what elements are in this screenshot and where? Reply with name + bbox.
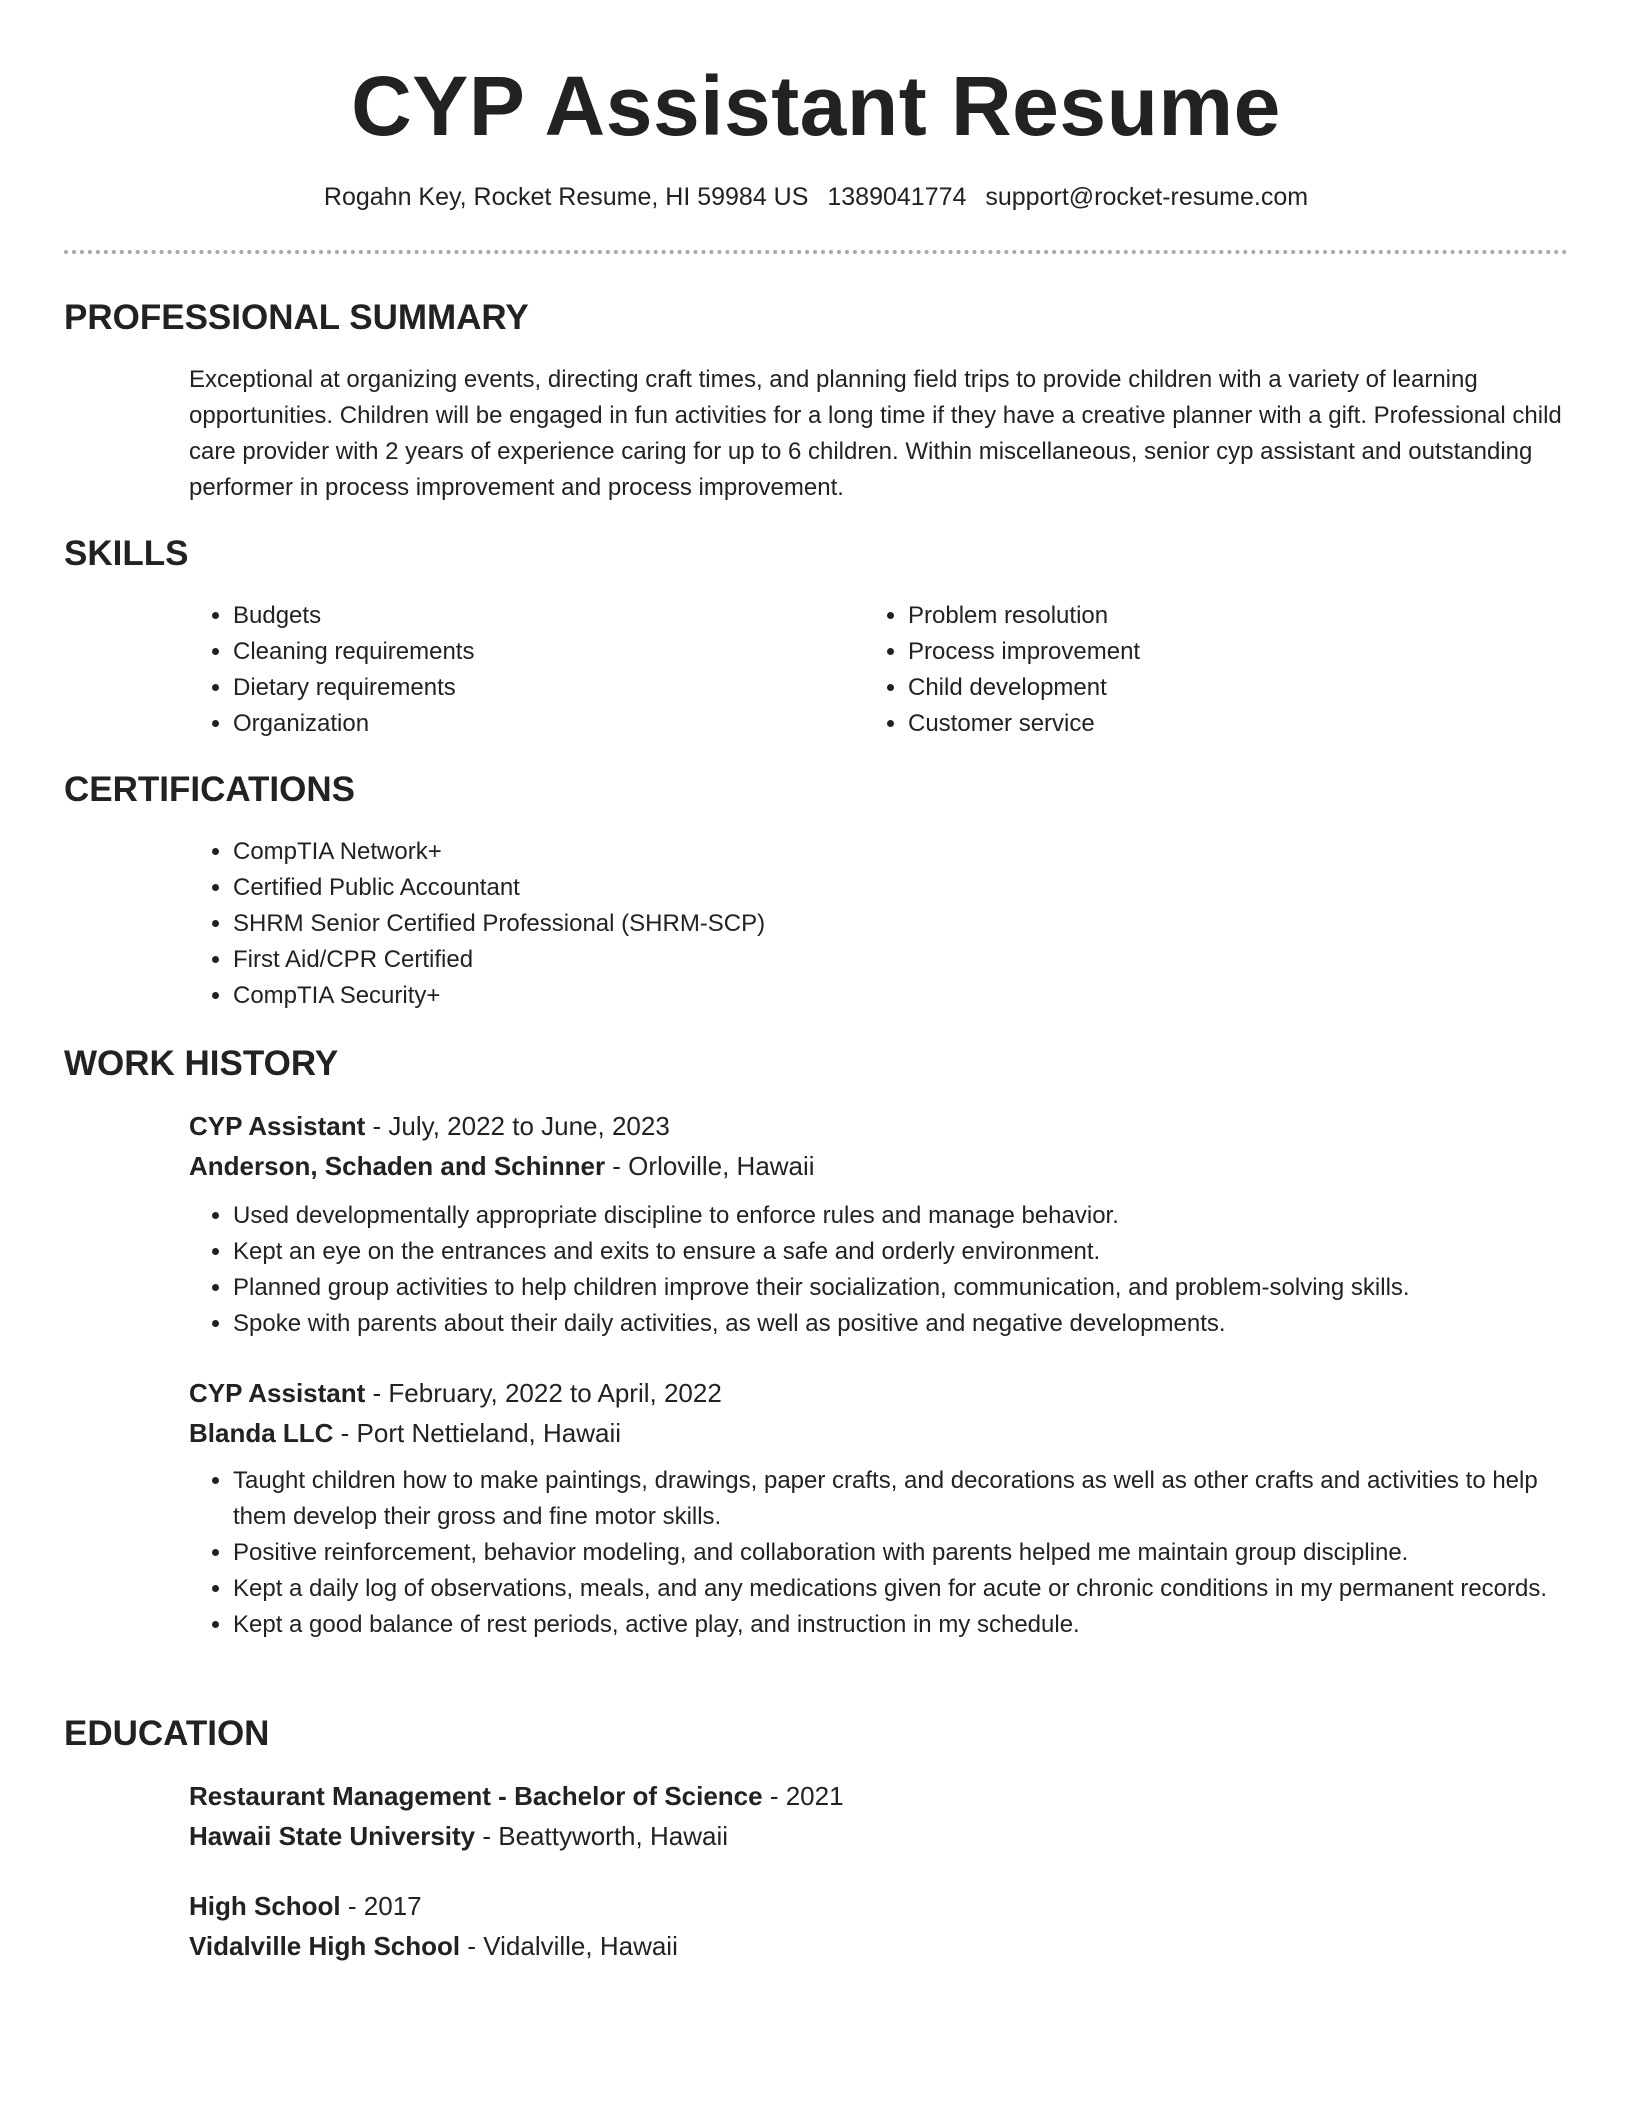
- education-heading: EDUCATION: [64, 1714, 270, 1753]
- education-degree: High School: [189, 1891, 341, 1921]
- list-item: • Dietary requirements: [233, 670, 829, 706]
- job-title-line: [189, 1373, 1569, 1413]
- job-dates: - February, 2022 to April, 2022: [365, 1378, 722, 1408]
- list-item: • First Aid/CPR Certified: [233, 942, 1569, 978]
- education-year: - 2017: [340, 1891, 422, 1921]
- education-entry: [189, 1886, 1569, 1966]
- list-item: • Cleaning requirements: [233, 634, 829, 670]
- education-degree-line: [189, 1776, 1569, 1816]
- skills-heading: SKILLS: [64, 534, 189, 573]
- job-company-line: [189, 1413, 1569, 1453]
- list-item: • Planned group activities to help children improve their socialization, communication, and problem-solving skills.: [233, 1270, 1569, 1306]
- list-item: • Kept a daily log of observations, meals, and any medications given for acute or chronic conditions in my permanent records.: [233, 1571, 1569, 1607]
- job-bullets: [189, 1463, 1569, 1643]
- skills-left-list: [189, 598, 829, 742]
- list-item: • Budgets: [233, 598, 829, 634]
- skills-right-column: [864, 598, 1504, 742]
- job-title: CYP Assistant: [189, 1111, 366, 1141]
- education-year: - 2021: [762, 1781, 844, 1811]
- contact-email: support@rocket-resume.com: [985, 183, 1309, 211]
- contact-address: Rogahn Key, Rocket Resume, HI 59984 US: [323, 183, 809, 211]
- education-school: Vidalville High School: [189, 1931, 461, 1961]
- list-item: • Problem resolution: [908, 598, 1504, 634]
- education-location: - Vidalville, Hawaii: [460, 1931, 678, 1961]
- list-item: • CompTIA Security+: [233, 978, 1569, 1014]
- resume-title: CYP Assistant Resume: [351, 59, 1281, 153]
- list-item: • Spoke with parents about their daily activities, as well as positive and negative developments.: [233, 1306, 1569, 1342]
- list-item: • Used developmentally appropriate discipline to enforce rules and manage behavior.: [233, 1198, 1569, 1234]
- list-item: • Kept an eye on the entrances and exits to ensure a safe and orderly environment.: [233, 1234, 1569, 1270]
- job-bullets: [189, 1198, 1569, 1342]
- list-item: • Organization: [233, 706, 829, 742]
- summary-heading: PROFESSIONAL SUMMARY: [64, 298, 529, 337]
- certifications-block: [189, 834, 1569, 1014]
- job-company-line: [189, 1146, 1569, 1186]
- skills-left-column: [189, 598, 829, 742]
- contact-line: [0, 180, 1632, 214]
- skills-right-list: [864, 598, 1504, 742]
- list-item: • Customer service: [908, 706, 1504, 742]
- header-divider: [64, 250, 1568, 254]
- work-history-heading: WORK HISTORY: [64, 1044, 339, 1083]
- list-item: • Taught children how to make paintings, drawings, paper crafts, and decorations as well as other crafts and activities to help them develop their gross and fine motor skills.: [233, 1463, 1569, 1535]
- certifications-heading: CERTIFICATIONS: [64, 770, 356, 809]
- list-item: • Certified Public Accountant: [233, 870, 1569, 906]
- job-company: Blanda LLC: [189, 1418, 334, 1448]
- summary-text: Exceptional at organizing events, directing craft times, and planning field trips to provide children with a variety of learning opportunities. Children will be engaged in fun activities for a long time if they have a creative planner with a gift. Professional child care provider with 2 years of experience caring for up to 6 children. Within miscellaneous, senior cyp assistant and outstanding performer in process improvement and process improvement.: [189, 366, 1562, 501]
- certifications-list: [189, 834, 1569, 1014]
- job-title-line: [189, 1106, 1569, 1146]
- job-location: - Port Nettieland, Hawaii: [333, 1418, 622, 1448]
- education-school: Hawaii State University: [189, 1821, 476, 1851]
- education-entry: [189, 1776, 1569, 1856]
- list-item: • CompTIA Network+: [233, 834, 1569, 870]
- contact-phone: 1389041774: [827, 183, 967, 211]
- job-title: CYP Assistant: [189, 1378, 366, 1408]
- education-school-line: [189, 1926, 1569, 1966]
- job-dates: - July, 2022 to June, 2023: [365, 1111, 670, 1141]
- job-entry: [189, 1373, 1569, 1643]
- job-entry: [189, 1106, 1569, 1342]
- list-item: • Process improvement: [908, 634, 1504, 670]
- list-item: • SHRM Senior Certified Professional (SHRM-SCP): [233, 906, 1569, 942]
- education-school-line: [189, 1816, 1569, 1856]
- education-degree-line: [189, 1886, 1569, 1926]
- job-location: - Orloville, Hawaii: [605, 1151, 815, 1181]
- list-item: • Kept a good balance of rest periods, active play, and instruction in my schedule.: [233, 1607, 1569, 1643]
- list-item: • Child development: [908, 670, 1504, 706]
- list-item: • Positive reinforcement, behavior modeling, and collaboration with parents helped me maintain group discipline.: [233, 1535, 1569, 1571]
- education-degree: Restaurant Management - Bachelor of Science: [189, 1781, 763, 1811]
- education-location: - Beattyworth, Hawaii: [475, 1821, 728, 1851]
- job-company: Anderson, Schaden and Schinner: [189, 1151, 606, 1181]
